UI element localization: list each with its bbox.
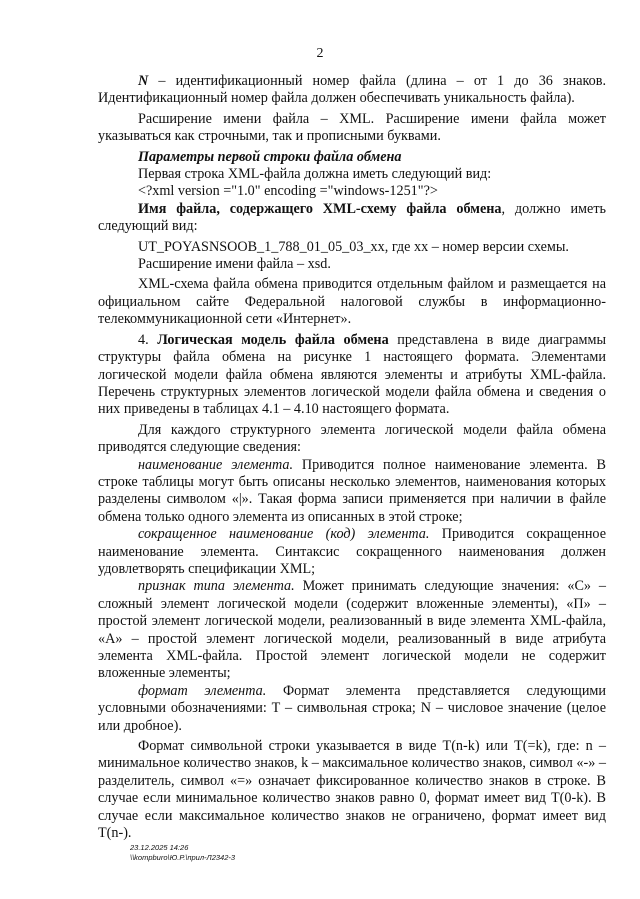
paragraph-text: Приводится сокращенное наименование элемента. Синтаксис сокращенного наименования должен удовлетворять спецификации XML; xyxy=(98,526,606,577)
bold-label: Имя файла, содержащего XML-схему файла обмена xyxy=(138,200,502,217)
bold-label: Логическая модель файла обмена xyxy=(157,331,389,348)
italic-label: признак типа элемента. xyxy=(138,578,295,595)
paragraph-text: Может принимать следующие значения: «С» – сложный элемент логической модели (содержит вложенные элементы), «П» – простой элемент логической модели, реализованный в виде элемента XML-файла, «А» – простой элемент логической модели, реализованный в виде атрибута элемента XML-файла. Простой элемент логической модели не содержит вложенные элементы; xyxy=(98,578,606,682)
paragraph-text: представлена в виде диаграммы структуры файла обмена на рисунке 1 настоящего формата. Элементами логической модели файла обмена являются элементы и атрибуты XML-файла. Перечень структурных элементов логической модели файла обмена и сведения о них приведены в таблицах 4.1 – 4.10 настоящего формата. xyxy=(98,331,607,418)
section-heading xyxy=(98,149,606,166)
paragraph-text: , должно иметь следующий вид: xyxy=(98,200,606,235)
footer-stamp xyxy=(130,843,235,863)
italic-label: наименование элемента. xyxy=(138,456,294,473)
italic-label: формат элемента. xyxy=(138,682,267,699)
paragraph-string-format: Формат символьной строки указывается в виде T(n-k) или T(=k), где: n – минимальное количество знаков, k – максимальное количество знаков, символ «-» – разделитель, символ «=» означает фиксированное количество знаков в строке. В случае если минимальное количество знаков равно 0, формат имеет вид T(0-k). В случае если максимальное количество знаков не ограничено, формат имеет вид T(n-). xyxy=(98,738,606,842)
heading-text: Параметры первой строки файла обмена xyxy=(138,148,402,165)
bold-label: N xyxy=(138,73,149,89)
paragraph-first-line: Первая строка XML-файла должна иметь следующий вид: xyxy=(138,166,492,183)
paragraph-element-info: Для каждого структурного элемента логической модели файла обмена приводятся следующие сведения: xyxy=(98,421,606,456)
paragraph-file-id xyxy=(98,73,606,108)
paragraph-extension: Расширение имени файла – XML. Расширение имени файла может указываться как строчными, так и прописными буквами. xyxy=(98,110,606,145)
italic-label: сокращенное наименование (код) элемента. xyxy=(138,526,430,543)
section-number: 4. xyxy=(138,331,158,348)
footer-date: 23.12.2025 14:26 xyxy=(130,843,189,852)
paragraph-text: Приводится полное наименование элемента. В строке таблицы могут быть описаны несколько элементов, наименования которых разделены символом «|». Такая форма записи применяется при наличии в файле обмена только одного элемента из описанных в этой строке; xyxy=(98,456,606,525)
paragraph-element-name xyxy=(98,457,606,527)
paragraph-schema-name xyxy=(98,201,606,236)
paragraph-schema-location: XML-схема файла обмена приводится отдельным файлом и размещается на официальном сайте Федеральной налоговой службы в информационно-телекоммуникационной сети «Интернет». xyxy=(98,276,606,328)
paragraph-element-type xyxy=(98,578,606,682)
paragraph-element-code xyxy=(98,526,606,578)
xml-declaration: <?xml version ="1.0" encoding ="windows-1251"?> xyxy=(138,183,438,200)
document-body xyxy=(98,73,606,842)
schema-filename: UT_POYASNSOOB_1_788_01_05_03_xx, где xx – номер версии схемы. xyxy=(138,238,569,255)
paragraph-text: Формат элемента представляется следующими условными обозначениями: T – символьная строка; N – числовое значение (целое или дробное). xyxy=(98,682,606,734)
page-number: 2 xyxy=(316,46,324,61)
footer-path: \\kompburo\Ю.Р.\прил-Л2342-3 xyxy=(130,853,236,862)
paragraph-logical-model xyxy=(98,332,606,419)
paragraph-element-format xyxy=(98,683,606,735)
schema-extension: Расширение имени файла – xsd. xyxy=(138,256,331,273)
paragraph-text: – идентификационный номер файла (длина – от 1 до 36 знаков. Идентификационный номер файла должен обеспечивать уникальность файла). xyxy=(98,73,606,107)
